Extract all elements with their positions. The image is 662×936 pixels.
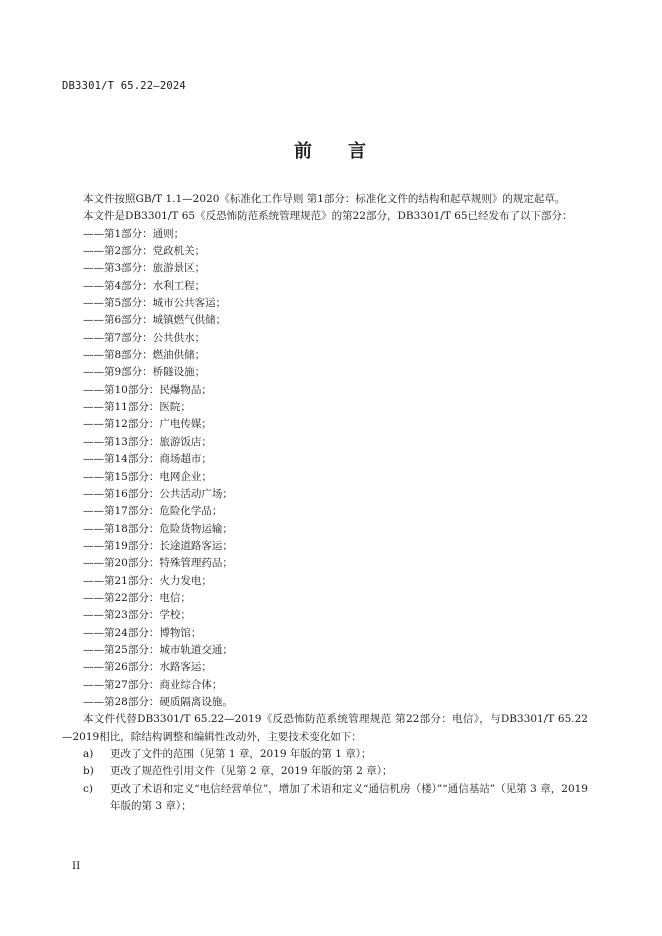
list-item: ——第8部分：燃油供储； (83, 349, 206, 362)
list-item: ——第10部分：民爆物品； (83, 383, 212, 396)
list-item: ——第19部分：长途道路客运； (83, 539, 233, 552)
list-item: ——第28部分：硬质隔离设施。 (83, 695, 233, 708)
change-text: 更改了规范性引用文件（见第 2 章，2019 年版的第 2 章）； (110, 765, 393, 778)
list-item: ——第12部分：广电传媒； (83, 418, 212, 431)
list-item: ——第21部分：火力发电； (83, 574, 212, 587)
title-char-2: 言 (348, 141, 368, 162)
change-text: 更改了文件的范围（见第 1 章，2019 年版的第 1 章）； (110, 748, 372, 760)
intro-paragraph-drafting: 本文件按照GB/T 1.1—2020《标准化工作导则 第1部分：标准化文件的结构和起草规则》的规定起草。 (83, 193, 566, 205)
list-item: ——第15部分：电网企业； (83, 470, 212, 483)
list-item: ——第17部分：危险化学品； (83, 505, 223, 518)
change-item-b (62, 763, 588, 780)
list-item: ——第20部分：特殊管理药品； (83, 557, 233, 570)
change-text: 更改了术语和定义“电信经营单位”，增加了术语和定义“通信机房（楼）”“通信基站”（见第 3 章，2019 年版的第 3 章）； (110, 782, 588, 813)
list-item: ——第25部分：城市轨道交通； (83, 643, 233, 656)
page-number: II (72, 860, 81, 872)
list-item: ——第4部分：水利工程； (83, 279, 206, 292)
list-item: ——第3部分：旅游景区； (83, 262, 206, 275)
list-item: ——第9部分：桥隧设施； (83, 366, 206, 379)
list-item: ——第24部分：博物馆； (83, 626, 202, 639)
list-item: ——第7部分：公共供水； (83, 331, 206, 344)
intro-paragraph-series: 本文件是DB3301/T 65《反恐怖防范系统管理规范》的第22部分，DB3301/T 65已经发布了以下部分： (83, 210, 573, 223)
replacement-paragraph: 本文件代替DB3301/T 65.22—2019《反恐怖防范系统管理规范 第22部分：电信》，与DB3301/T 65.22—2019相比，除结构调整和编辑性改动外，主要技术变化如下： (62, 713, 588, 743)
list-item: ——第6部分：城镇燃气供储； (83, 314, 227, 327)
change-marker: c) (83, 782, 93, 795)
list-item: ——第5部分：城市公共客运； (83, 297, 227, 310)
foreword-body (62, 191, 588, 815)
change-item-c (62, 781, 588, 816)
change-marker: a) (83, 748, 94, 760)
change-item-a (62, 746, 588, 763)
list-item: ——第22部分：电信； (83, 591, 191, 604)
list-item: ——第18部分：危险货物运输； (83, 522, 233, 535)
document-code-header: DB3301/T 65.22—2024 (62, 80, 186, 92)
change-marker: b) (83, 765, 94, 778)
list-item: ——第11部分：医院； (83, 401, 191, 414)
list-item: ——第27部分：商业综合体； (83, 678, 223, 691)
list-item: ——第14部分：商场超市； (83, 453, 212, 466)
changes-list (62, 746, 588, 815)
list-item: ——第13部分：旅游饭店； (83, 435, 212, 448)
page-title (0, 137, 662, 163)
list-item: ——第1部分：通则； (83, 227, 185, 240)
list-item: ——第26部分：水路客运； (83, 661, 212, 674)
list-item: ——第2部分：党政机关； (83, 245, 206, 258)
title-char-1: 前 (294, 141, 314, 162)
parts-list (62, 226, 588, 712)
list-item: ——第16部分：公共活动广场； (83, 487, 233, 500)
list-item: ——第23部分：学校； (83, 609, 191, 622)
